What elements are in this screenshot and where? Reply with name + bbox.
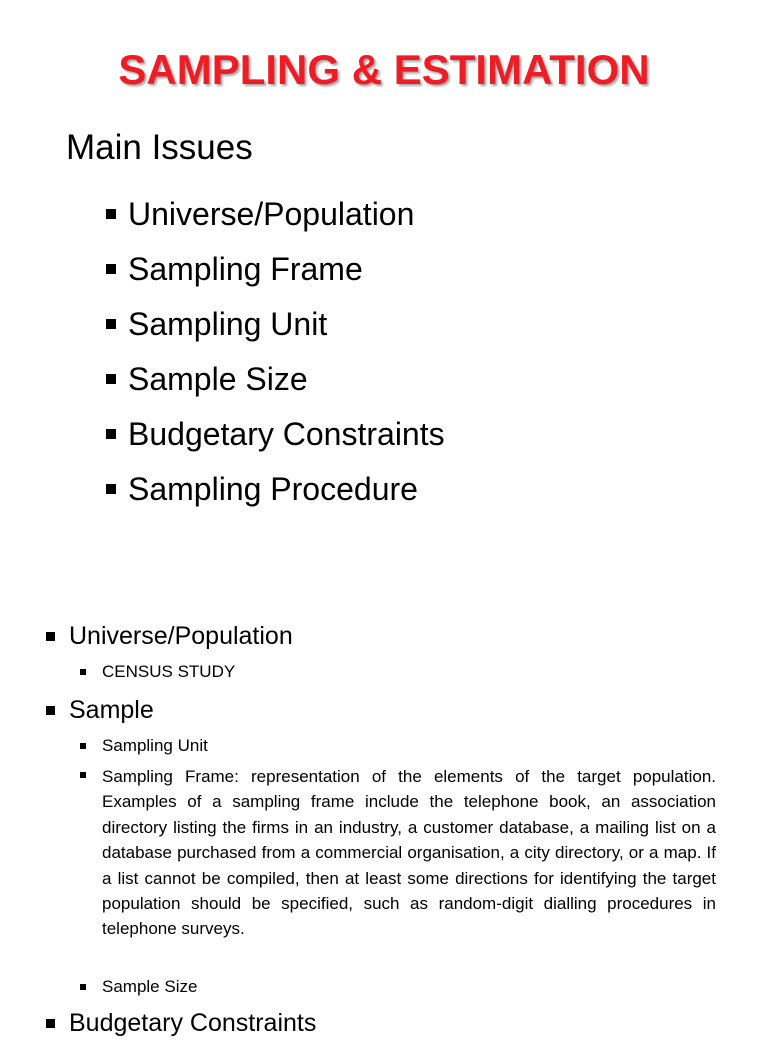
sample-item: Sample <box>46 693 154 727</box>
bullet-icon <box>46 1019 55 1028</box>
sampling-unit-item: Sampling Unit <box>80 734 208 758</box>
bullet-icon <box>80 772 86 778</box>
bullet-icon <box>46 632 55 641</box>
bullet-icon <box>106 209 116 219</box>
sample-size-item: Sample Size <box>80 975 197 999</box>
list-item: Universe/Population <box>106 186 445 241</box>
bullet-icon <box>106 264 116 274</box>
sampling-frame-text: Sampling Frame: representation of the elements of the target population. Examples of a sampling frame include the telephone book, an association directory listing the firms in an industry, a customer database, a mailing list on a database purchased from a commercial organisation, a city directory, or a map. If a list cannot be compiled, then at least some directions for identifying the target population should be specified, such as random-digit dialling procedures in telephone surveys. <box>102 767 716 939</box>
bullet-icon <box>106 429 116 439</box>
bullet-icon <box>46 706 55 715</box>
bullet-icon <box>80 743 86 749</box>
list-item: Sample Size <box>106 351 445 406</box>
budgetary-item: Budgetary Constraints <box>46 1006 316 1040</box>
universe-item: Universe/Population <box>46 619 293 653</box>
main-issues-heading: Main Issues <box>66 128 253 167</box>
list-item: Budgetary Constraints <box>106 406 445 461</box>
list-item: Sampling Frame <box>106 241 445 296</box>
list-item: Sampling Unit <box>106 296 445 351</box>
bullet-icon <box>80 669 86 675</box>
bullet-icon <box>106 319 116 329</box>
slide-2 <box>0 598 768 1037</box>
census-item: CENSUS STUDY <box>80 660 235 684</box>
sampling-frame-item <box>80 764 716 942</box>
bullet-icon <box>106 374 116 384</box>
main-issues-list <box>106 186 445 516</box>
bullet-icon <box>80 984 86 990</box>
list-item: Sampling Procedure <box>106 461 445 516</box>
bullet-icon <box>106 484 116 494</box>
slide-title: SAMPLING & ESTIMATION <box>118 46 650 93</box>
